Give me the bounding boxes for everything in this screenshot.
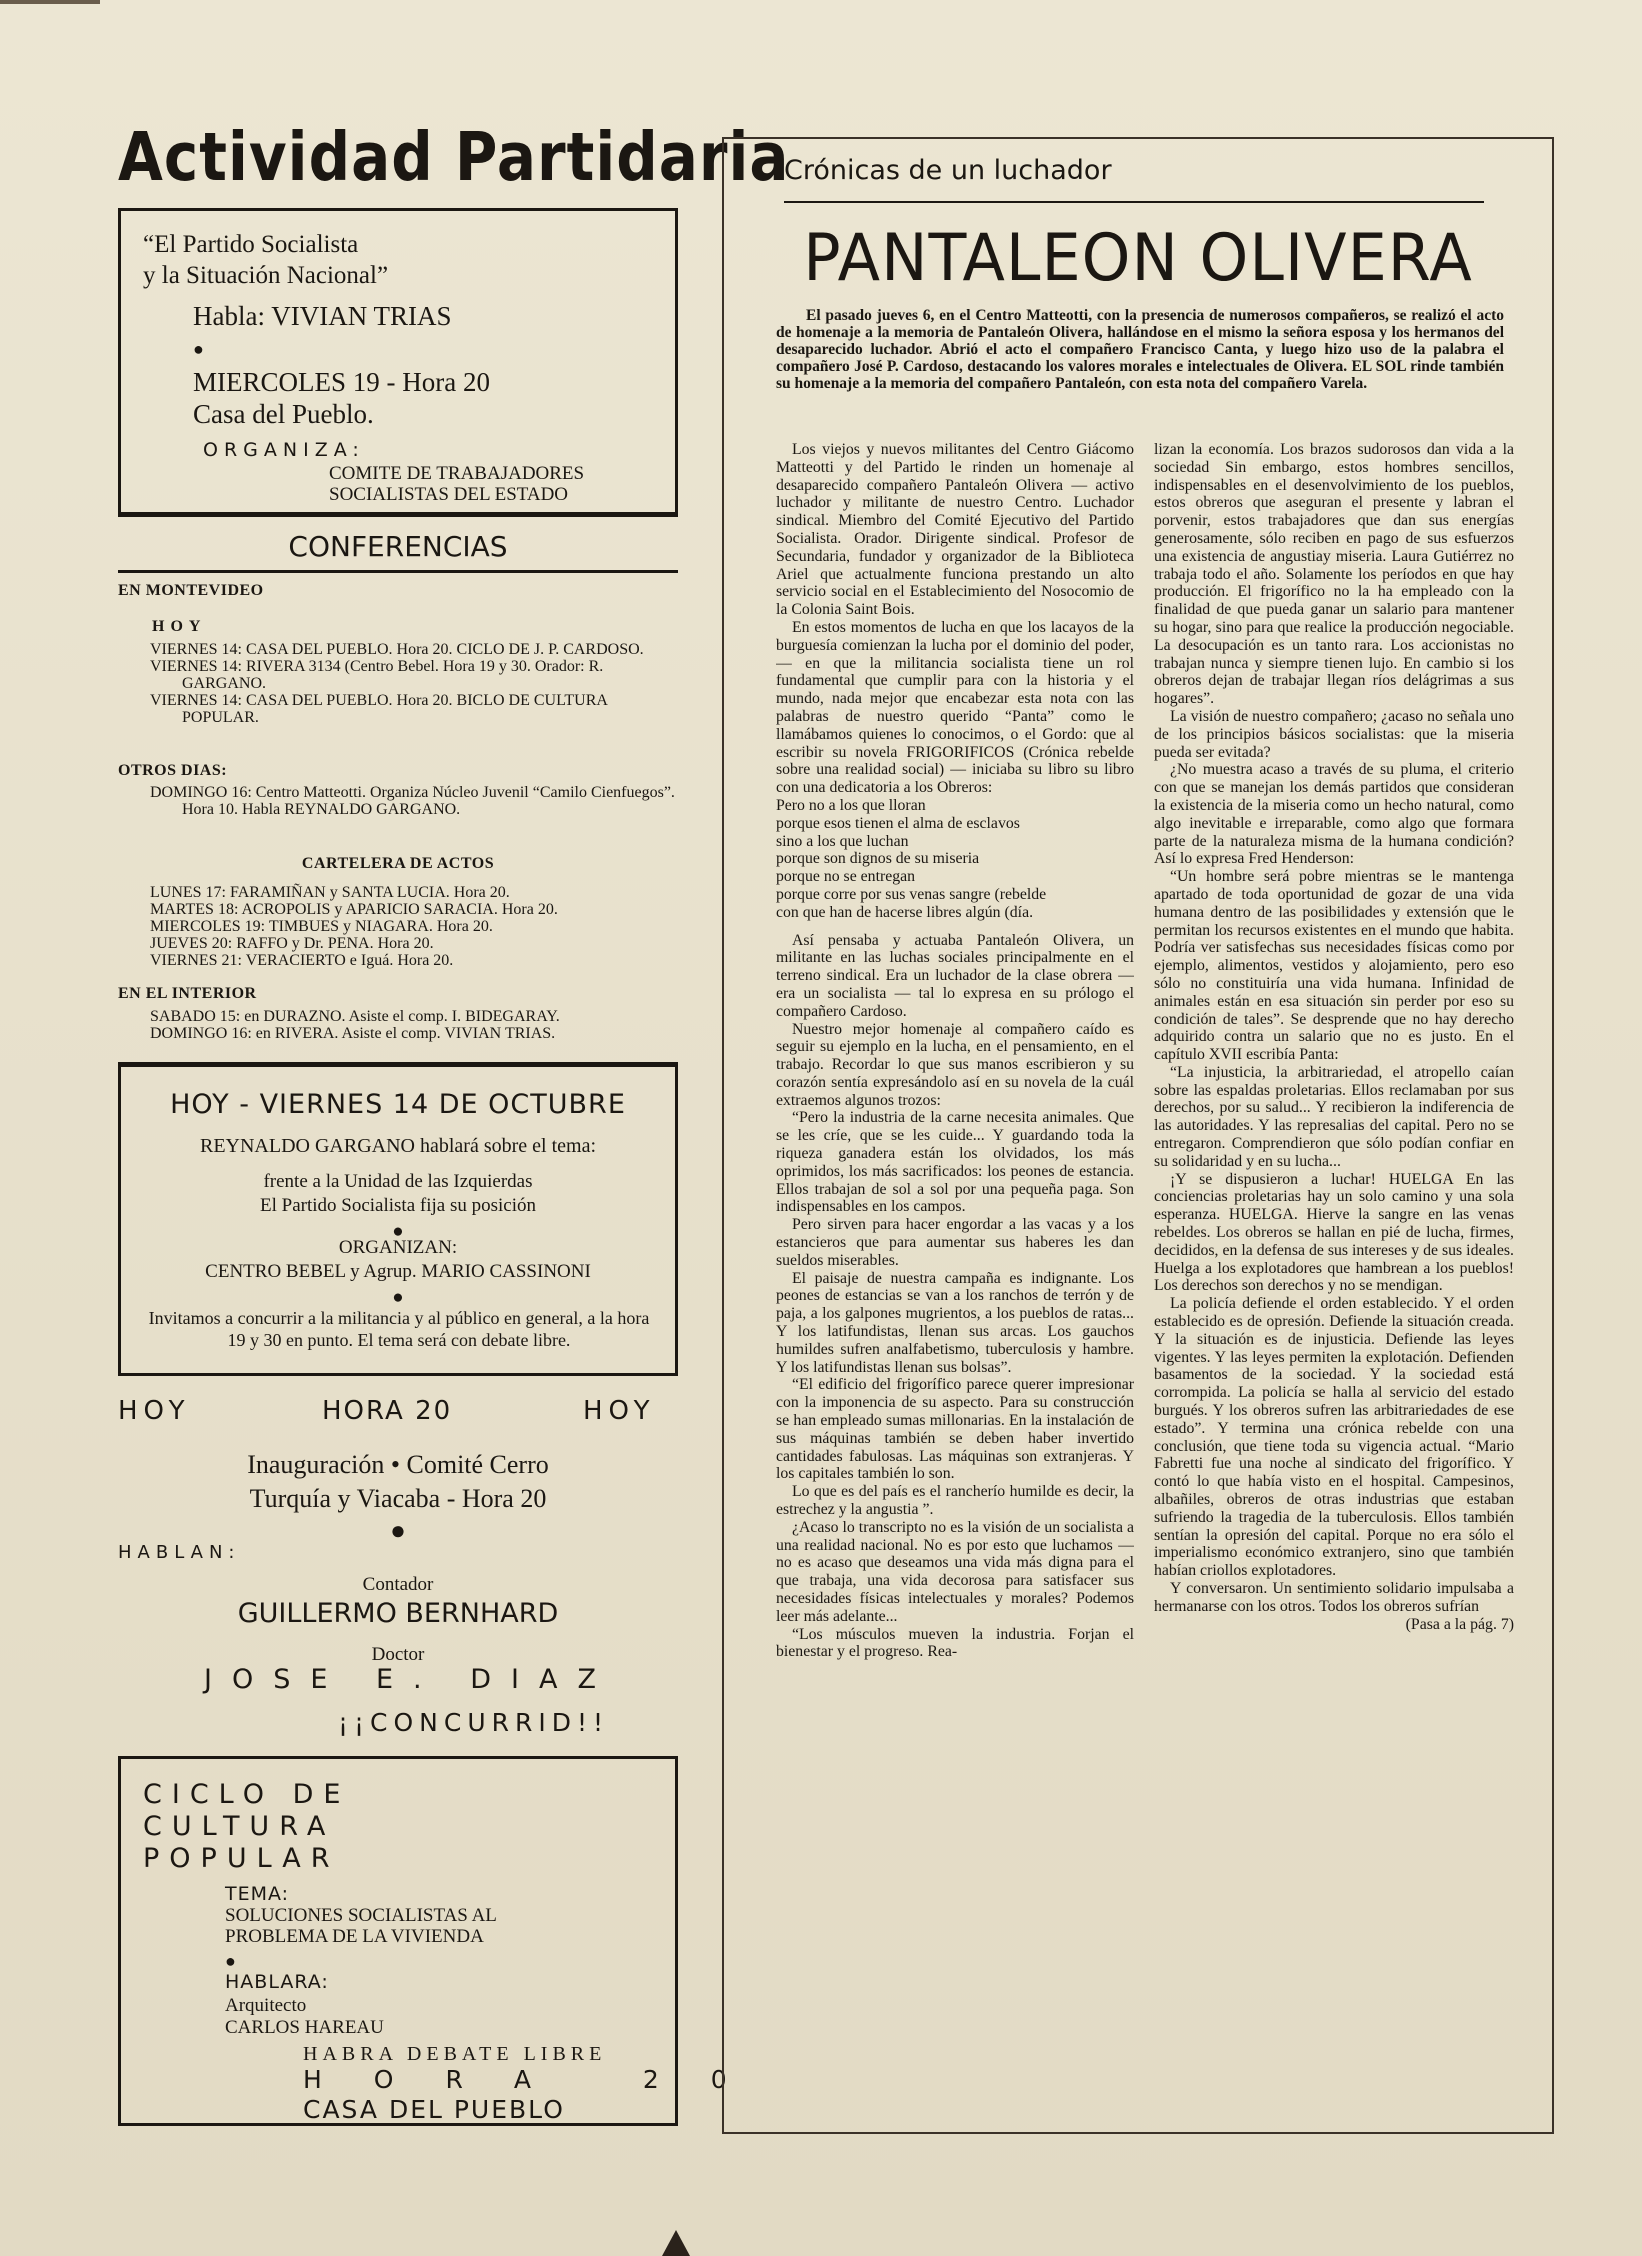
paragraph: lizan la economía. Los brazos sudorosos dan vida a la sociedad Sin embargo, estos hombres sencillos, indispensables en el desenvolvimiento de los pueblos, estos obreros que aseguran el presente y labran el porvenir, estos trabajadores que dan sus energías generosamente, sólo reciben en pago de sus esfuerzos una existencia de angustiay miseria. Laura Gutiérrez no trabaja todo el año. Solamente los períodos en que hay producción. El frigorífico no la ha empleado con la finalidad de que pueda ganar un salario para mantener su hogar, sino para que realice la producción negociable. La desocupación es un tanto rara. Los accionistas no trabajan nunca y siempre tienen lujo. En cambio si los obreros dejan de trabajar llegan ríos delágrimas a sus hogares”.	[1154, 441, 1514, 708]
theme-text: SOLUCIONES SOCIALISTAS AL PROBLEMA DE LA VIVIENDA	[225, 1905, 497, 1947]
cartelera-list	[150, 884, 676, 969]
paragraph: “Un hombre será pobre mientras se le mantenga apartado de toda oportunidad de gozar de una vida humana dentro de las posibilidades y extensión que le permitan los recursos existentes en el mundo que habita. Podría ver satisfechas sus necesidades físicas como por ejemplo, alimentos, vestidos y alojamiento, pero eso sólo no constituiría una vida humana. Infinidad de animales están en esa situación sin perder por eso su condición de tales”. Se desprende que no hay derecho adquirido contra un salario que no es justo. En el capítulo XVII escribía Panta:	[1154, 868, 1514, 1064]
event-organizer-label: ORGANIZA:	[203, 439, 365, 461]
event-time: HORA 20	[303, 2065, 779, 2094]
bullet-icon: ●	[392, 1287, 404, 1308]
montevideo-heading: EN MONTEVIDEO	[118, 582, 264, 599]
bullet-icon: ●	[392, 1221, 404, 1242]
speaker-2-title: Doctor	[371, 1644, 425, 1665]
event-quote: “El Partido Socialista y la Situación Nacional”	[143, 231, 389, 289]
debate-note: HABRA DEBATE LIBRE	[303, 2043, 607, 2065]
theme-label: TEMA:	[225, 1883, 290, 1905]
speaker-name: CARLOS HAREAU	[225, 2017, 384, 2038]
paragraph: Y conversaron. Un sentimiento solidario impulsaba a hermanarse con los otros. Todos los obreros sufrían	[1154, 1580, 1514, 1615]
time-label: HORA 20	[322, 1396, 453, 1426]
poem-line: con que han de hacerse libres algún (día.	[776, 903, 1034, 921]
article-kicker: Crónicas de un luchador	[784, 155, 1112, 186]
list-item: VIERNES 14: CASA DEL PUEBLO. Hora 20. CICLO DE J. P. CARDOSO.	[150, 641, 644, 658]
divider	[118, 570, 678, 573]
paragraph: La visión de nuestro compañero; ¿acaso no señala uno de los principios básicos socialistas: que la miseria pueda ser evitada?	[1154, 707, 1514, 761]
other-days-item	[150, 784, 676, 818]
paragraph: ¡Y se dispusieron a luchar! HUELGA En las conciencias proletarias hay un solo camino y una sola esperanza. HUELGA. Hierve la sangre en las venas rebeldes. Los obreros se hallan en pié de lucha, firmes, decididos, en la defensa de sus intereses y de sus ideales. Huelga a los explotadores que hambrean a los pueblos! Los derechos son derechos y no se mendigan.	[1154, 1170, 1514, 1295]
list-item: LUNES 17: FARAMIÑAN y SANTA LUCIA. Hora 20.	[150, 884, 510, 901]
speaker-1-title: Contador	[362, 1574, 434, 1595]
today-list	[150, 641, 676, 726]
today-label: HOY	[118, 1396, 191, 1426]
paragraph: El paisaje de nuestra campaña es indignante. Los peones de estancias se van a los ranchos de terrón y de paja, a los galpones mugrientos, a los pueblos de ratas... Y los latifundistas, llenan sus arcas. Los gauchos humildes sufren analfabetismo, tuberculosis y hambre. Y los latifundistas llenan sus bolsas”.	[776, 1269, 1134, 1376]
list-item: DOMINGO 16: Centro Matteotti. Organiza Núcleo Juvenil “Camilo Cienfuegos”. Hora 10. Habla REYNALDO GARGANO.	[150, 784, 675, 818]
poem-line: sino a los que luchan	[776, 832, 909, 850]
paragraph: ¿No muestra acaso a través de su pluma, el criterio con que se manejan los demás partidos que consideran la existencia de la miseria como un hecho natural, como algo inevitable e irreparable, como algo que formara parte de la naturaleza misma de la humana condición? Así lo expresa Fred Henderson:	[1154, 761, 1514, 868]
list-item: MARTES 18: ACROPOLIS y APARICIO SARACIA. Hora 20.	[150, 901, 558, 918]
article-intro: El pasado jueves 6, en el Centro Matteotti, con la presencia de numerosos compañeros, se realizó el acto de homenaje a la memoria de Pantaleón Olivera, hallándose en el mismo la señora esposa y los hermanos del desaparecido luchador. Abrió el acto el compañero Francisco Canta, y luego hizo uso de la palabra el compañero José P. Cardoso, destacando los valores morales e intelectuales de Olivera. EL SOL rinde también su homenaje a la memoria del compañero Pantaleón, con esta nota del compañero Varela.	[776, 307, 1504, 392]
event-organizers-label: ORGANIZAN:	[338, 1237, 458, 1258]
speaker-1-name: GUILLERMO BERNHARD	[237, 1598, 559, 1629]
cartelera-heading: CARTELERA DE ACTOS	[301, 855, 495, 872]
event-place: Casa del Pueblo.	[193, 399, 374, 429]
other-days-heading: OTROS DIAS:	[118, 762, 228, 779]
event-organizers: CENTRO BEBEL y Agrup. MARIO CASSINONI	[205, 1261, 591, 1282]
today-heading: HOY	[152, 618, 207, 635]
bullet-icon: ●	[390, 1516, 406, 1545]
article-headline: PANTALEON OLIVERA	[803, 219, 1473, 296]
paragraph: La policía defiende el orden establecido. Y el orden establecido es de opresión. Defiende la situación creada. Y la situación es de injusticia. Defiende las leyes vigentes. Y las leyes permiten la explotación. Defienden basamentos de la sociedad. Y la sociedad está corrompida. La policía se halla al servicio del estado burgués. Y los obreros sufren las arbitrariedades de ese estado”. Y termina una crónica rebelde con una conclusión, que tiene toda su vigencia actual. “Mario Fabretti fue una noche al sindicato del frigorífico. Y contó lo que había visto en el hospital. Campesinos, albañiles, obreros de otras industrias que estaban sufriendo la tragedia de la tuberculosis. Ellos también sentían la opresión del capital. Porque no era sólo el imperialismo económico extranjero, sino que también habían criollos explotadores.	[1154, 1295, 1514, 1580]
speaker-title: Arquitecto	[225, 1995, 307, 2016]
paragraph: Lo que es del país es el rancherío humilde es decir, la estrechez y la angustia ”.	[776, 1483, 1134, 1519]
poem-line: porque no se entregan	[776, 868, 916, 886]
paragraph: “Pero la industria de la carne necesita animales. Que se les críe, que se les cuide... Y guardando toda la riqueza ganadera están los olvidados, los más oprimidos, los más sacrificados: los peones de estancia. Ellos trabajan de sol a sol por una pequeña paga. Son indispensables en los campos.	[776, 1109, 1134, 1216]
paragraph: Así pensaba y actuaba Pantaleón Olivera, un militante en las luchas sociales principalmente en el terreno sindical. Era un luchador de la clase obrera — era un socialista — tal lo expresa en su prólogo el compañero Cardoso.	[776, 931, 1134, 1020]
event-topic-2: El Partido Socialista fija su posición	[260, 1195, 536, 1216]
paragraph: Nuestro mejor homenaje al compañero caído es seguir su ejemplo en la lucha, en el pensamiento, en el trabajo. Recordar lo que sus manos escribieron y su corazón sentía expresándolo así en su novela de la cuál extraemos algunos trozos:	[776, 1020, 1134, 1109]
event-place: CASA DEL PUEBLO	[303, 2095, 565, 2124]
speaker-label: HABLARA:	[225, 1971, 329, 1993]
poem-line: porque corre por sus venas sangre (rebelde	[776, 885, 1047, 903]
speakers-label: HABLAN:	[118, 1542, 241, 1563]
list-item: VIERNES 14: CASA DEL PUEBLO. Hora 20. BICLO DE CULTURA POPULAR.	[150, 692, 608, 726]
poem-line: Pero no a los que lloran	[776, 796, 926, 814]
paragraph: Pero sirven para hacer engordar a las vacas y a los estancieros que para aumentar sus haberes les dan sueldos miserables.	[776, 1216, 1134, 1269]
event-box-vivian-trias	[118, 208, 678, 516]
divider	[784, 201, 1484, 203]
list-item: VIERNES 14: RIVERA 3134 (Centro Bebel. Hora 19 y 30. Orador: R. GARGANO.	[150, 658, 604, 692]
event-organizer: COMITE DE TRABAJADORES SOCIALISTAS DEL ESTADO	[329, 463, 585, 505]
cerro-line-1: Inauguración • Comité Cerro	[247, 1450, 549, 1479]
event-speaker: Habla: VIVIAN TRIAS	[193, 301, 452, 331]
paragraph: ¿Acaso lo transcripto no es la visión de un socialista a una realidad nacional. No es por esto que luchamos — no es acaso que deseamos una vida más digna para el que trabaja, una vida decorosa para satisfacer sus necesidades físicas intelectuales y morales? Podemos leer más adelante...	[776, 1518, 1134, 1625]
interior-list	[150, 1008, 676, 1042]
article-column-1	[776, 441, 1134, 2121]
event-speaker: REYNALDO GARGANO hablará sobre el tema:	[199, 1135, 596, 1157]
page-edge-mark	[0, 0, 100, 4]
section-title: Actividad Partidaria	[118, 118, 790, 197]
bullet-icon: ●	[193, 339, 204, 359]
today-label: HOY	[583, 1396, 656, 1426]
list-item: MIERCOLES 19: TIMBUES y NIAGARA. Hora 20.	[150, 918, 493, 935]
cerro-line-2: Turquía y Viacaba - Hora 20	[249, 1484, 547, 1513]
list-item: DOMINGO 16: en RIVERA. Asiste el comp. VIVIAN TRIAS.	[150, 1025, 556, 1042]
poem-line: porque esos tienen el alma de esclavos	[776, 814, 1020, 832]
poem-line: porque son dignos de su miseria	[776, 850, 980, 868]
list-item: VIERNES 21: VERACIERTO e Iguá. Hora 20.	[150, 952, 454, 969]
paragraph: En estos momentos de lucha en que los lacayos de la burguesía comienzan la lucha por el dominio del poder, — en que la militancia socialista tiene un rol fundamental que cumplir para con la historia y el mundo, nada mejor que encabezar esta nota con las palabras de nuestro querido “Panta” como le llamábamos quienes lo conocimos, o el Gordo: que al escribir su novela FRIGORIFICOS (Crónica rebelde sobre una realidad social) — iniciaba su libro su libro con una dedicatoria a los Obreros:	[776, 618, 1134, 797]
article-box	[722, 137, 1554, 2134]
speaker-2-name: JOSE E. DIAZ	[204, 1664, 616, 1695]
conferences-title: CONFERENCIAS	[288, 530, 508, 563]
event-date: MIERCOLES 19 - Hora 20	[193, 367, 490, 397]
list-item: SABADO 15: en DURAZNO. Asiste el comp. I. BIDEGARAY.	[150, 1008, 560, 1025]
bullet-icon: ●	[225, 1951, 236, 1971]
call-to-attend: ¡¡CONCURRID!!	[338, 1708, 610, 1737]
event-topic-1: frente a la Unidad de las Izquierdas	[263, 1171, 533, 1192]
event-title: HOY - VIERNES 14 DE OCTUBRE	[170, 1089, 626, 1120]
cycle-title: CICLO DE CULTURA POPULAR	[143, 1779, 351, 1874]
paragraph: “La injusticia, la arbitrariedad, el atropello caían sobre las espaldas proletarias. Ellos reclamaban por sus derechos, por su salud... Y recibieron la indiferencia de las autoridades. Y las represalias del capital. Pero no se entregaron. Comprendieron que sólo podían confiar en su solidaridad y en su lucha...	[1154, 1063, 1514, 1170]
page-corner-mark	[662, 2230, 690, 2256]
paragraph: “El edificio del frigorífico parece querer impresionar con la imponencia de su aspecto. Para su construcción se han empleado sumas millonarias. En la instalación de sus máquinas también se deben haber invertido cantidades fabulosas. Las máquinas son extranjeras. Y los capitales también lo son.	[776, 1376, 1134, 1483]
paragraph: “Los músculos mueven la industria. Forjan el bienestar y el progreso. Rea-	[776, 1625, 1134, 1661]
interior-heading: EN EL INTERIOR	[118, 985, 257, 1002]
event-invitation: Invitamos a concurrir a la militancia y al público en general, a la hora 19 y 30 en punto. El tema será con debate libre.	[148, 1308, 650, 1350]
event-box-gargano	[118, 1062, 678, 1376]
continuation-note: (Pasa a la pág. 7)	[1405, 1615, 1514, 1633]
event-box-cultura	[118, 1756, 779, 2126]
paragraph: Los viejos y nuevos militantes del Centro Giácomo Matteotti y del Partido le rinden un homenaje al desaparecido compañero Pantaleón Olivera — activo luchador y militante de nuestro Centro. Luchador sindical. Miembro del Comité Ejecutivo del Partido Socialista. Orador. Dirigente sindical. Profesor de Secundaria, fundador y organizador de la Biblioteca Ariel que actualmente funciona prestando un alto servicio social en el Establecimiento del Nosocomio de la Colonia Saint Bois.	[776, 441, 1134, 619]
divider	[118, 514, 678, 517]
list-item: JUEVES 20: RAFFO y Dr. PENA. Hora 20.	[150, 935, 434, 952]
article-column-2	[1154, 441, 1514, 2121]
